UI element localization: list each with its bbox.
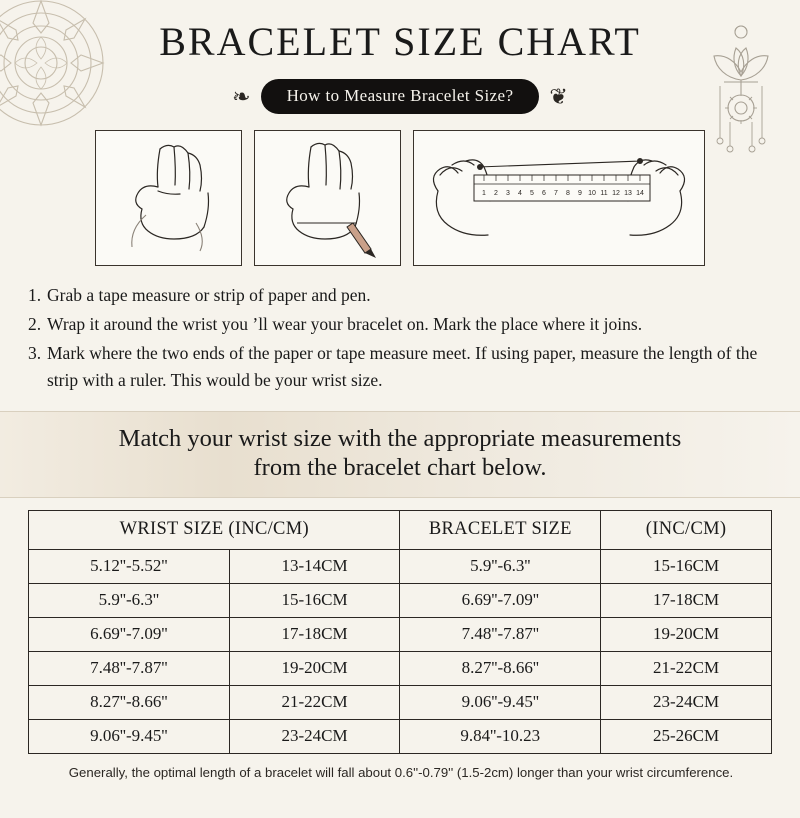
table-row	[29, 550, 772, 584]
cell-wrist-inch: 9.06''-9.45''	[29, 720, 230, 754]
svg-text:11: 11	[600, 190, 608, 197]
step-number: 3.	[28, 343, 42, 364]
svg-text:5: 5	[530, 190, 534, 197]
table-header-row	[29, 511, 772, 550]
cell-bracelet-cm: 21-22CM	[601, 652, 772, 686]
cell-bracelet-inch: 9.06''-9.45''	[400, 686, 601, 720]
page-title: BRACELET SIZE CHART	[159, 19, 641, 64]
cell-wrist-inch: 5.12''-5.52''	[29, 550, 230, 584]
flourish-left-icon: ❧	[232, 83, 251, 109]
size-table-container	[0, 498, 800, 754]
svg-text:6: 6	[542, 190, 546, 197]
svg-text:14: 14	[636, 190, 644, 197]
step-text: Wrap it around the wrist you ’ll wear your bracelet on. Mark the place where it joins.	[47, 314, 643, 335]
cell-wrist-cm: 19-20CM	[229, 652, 400, 686]
cell-bracelet-cm: 25-26CM	[601, 720, 772, 754]
header-wrist-size: WRIST SIZE (INC/CM)	[29, 511, 400, 550]
banner-line-1: Match your wrist size with the appropriate measurements	[118, 424, 682, 452]
cell-bracelet-cm: 23-24CM	[601, 686, 772, 720]
svg-text:12: 12	[612, 190, 620, 197]
step-text: Grab a tape measure or strip of paper and pen.	[47, 285, 371, 305]
step-text: Mark where the two ends of the paper or tape measure meet. If using paper, measure the length of the strip with a ruler. This would be your wrist size.	[47, 343, 758, 391]
svg-text:3: 3	[506, 190, 510, 197]
cell-bracelet-inch: 6.69''-7.09''	[400, 584, 601, 618]
svg-text:2: 2	[494, 190, 498, 197]
cell-wrist-cm: 13-14CM	[229, 550, 400, 584]
match-size-banner	[0, 411, 800, 499]
svg-text:8: 8	[566, 190, 570, 197]
cell-wrist-cm: 17-18CM	[229, 618, 400, 652]
cell-wrist-inch: 8.27''-8.66''	[29, 686, 230, 720]
svg-text:13: 13	[624, 190, 632, 197]
step-number: 2.	[28, 314, 42, 335]
table-row	[29, 720, 772, 754]
table-row	[29, 686, 772, 720]
table-row	[29, 584, 772, 618]
cell-bracelet-cm: 17-18CM	[601, 584, 772, 618]
flourish-right-icon: ❦	[549, 83, 568, 109]
instruction-list	[0, 282, 800, 395]
table-row	[29, 618, 772, 652]
cell-wrist-cm: 21-22CM	[229, 686, 400, 720]
header-bracelet-size-units: (INC/CM)	[601, 511, 772, 550]
cell-bracelet-inch: 7.48''-7.87''	[400, 618, 601, 652]
svg-text:7: 7	[554, 190, 558, 197]
step-number: 1.	[28, 285, 42, 305]
cell-wrist-inch: 5.9''-6.3''	[29, 584, 230, 618]
cell-bracelet-inch: 8.27''-8.66''	[400, 652, 601, 686]
cell-bracelet-cm: 19-20CM	[601, 618, 772, 652]
hand-with-paper-strip-illustration	[254, 130, 401, 266]
banner-line-2: from the bracelet chart below.	[253, 454, 547, 482]
cell-bracelet-cm: 15-16CM	[601, 550, 772, 584]
svg-text:10: 10	[588, 190, 596, 197]
hands-measuring-strip-with-ruler-illustration	[413, 130, 705, 266]
cell-wrist-cm: 15-16CM	[229, 584, 400, 618]
hand-with-string-illustration	[95, 130, 242, 266]
cell-wrist-inch: 6.69''-7.09''	[29, 618, 230, 652]
list-item	[28, 311, 770, 338]
header-bracelet-size: BRACELET SIZE	[400, 511, 601, 550]
table-row	[29, 652, 772, 686]
illustration-panels	[0, 130, 800, 266]
cell-wrist-inch: 7.48''-7.87''	[29, 652, 230, 686]
how-to-measure-badge: How to Measure Bracelet Size?	[261, 79, 540, 114]
bracelet-size-table	[28, 510, 772, 754]
list-item	[28, 282, 770, 309]
cell-bracelet-inch: 5.9''-6.3''	[400, 550, 601, 584]
cell-bracelet-inch: 9.84''-10.23	[400, 720, 601, 754]
svg-text:9: 9	[578, 190, 582, 197]
svg-text:1: 1	[482, 190, 486, 197]
svg-text:4: 4	[518, 190, 522, 197]
cell-wrist-cm: 23-24CM	[229, 720, 400, 754]
subtitle-row	[0, 79, 800, 114]
list-item	[28, 340, 770, 394]
footnote-text: Generally, the optimal length of a bracelet will fall about 0.6''-0.79'' (1.5-2cm) longer than your wrist circumference.	[68, 765, 734, 781]
